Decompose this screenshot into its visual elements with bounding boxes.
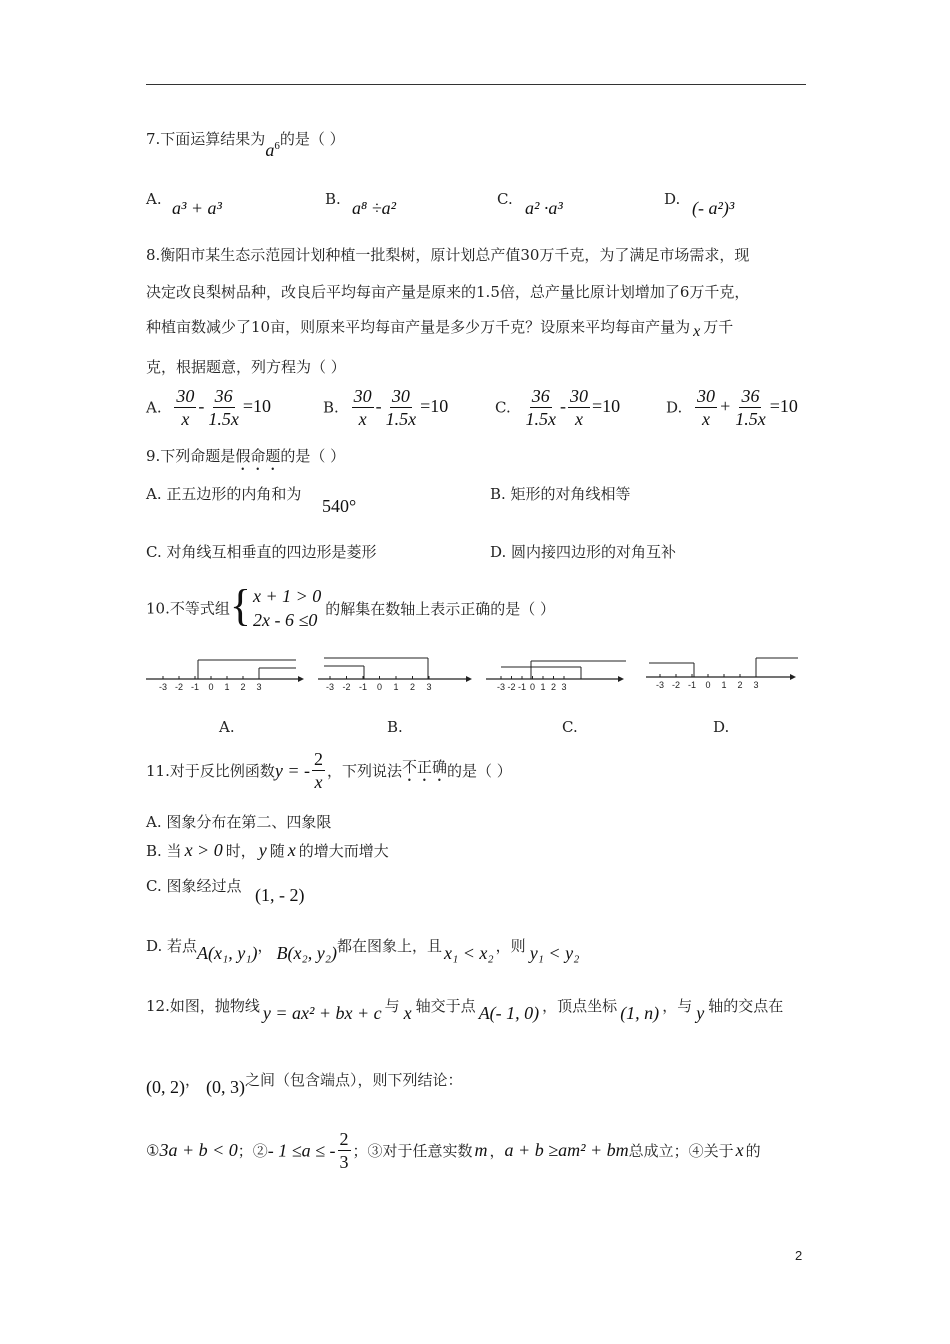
q8-b-frac-1 [352, 385, 374, 430]
q8-b-num-2: 30 [391, 386, 410, 406]
q10-option-d-label[interactable]: D. [713, 718, 730, 736]
q8-a-rhs: =10 [242, 395, 272, 416]
q8-d-num-1: 30 [697, 386, 716, 406]
q11-option-d-m2: B(x₂, y₂) [276, 943, 338, 963]
numberline-tick-label: -3 [496, 682, 506, 692]
q11-function [274, 749, 327, 792]
numberline-tick-label: 1 [721, 680, 727, 690]
q8-c-num-1: 36 [531, 386, 550, 406]
q7-option-a[interactable] [146, 190, 162, 208]
numberline-tick-label: 2 [409, 682, 416, 692]
numberline-c-svg [486, 655, 646, 697]
q8-c-frac-2 [568, 385, 590, 430]
q11-func-lhs: y = - [274, 760, 310, 780]
q11-func-num: 2 [314, 749, 323, 769]
q10-numberline-c[interactable] [486, 655, 646, 701]
q8-d-rhs: =10 [769, 395, 798, 416]
numberline-tick-label: -2 [507, 682, 516, 692]
q12-c4-tail: 的 [745, 1142, 761, 1161]
q8-d-frac-2 [733, 385, 768, 430]
q11-option-c-math: (1, - 2) [255, 885, 305, 905]
q12-c2 [267, 1129, 353, 1172]
q12-sep: ， [185, 1071, 201, 1089]
q12-vertex: (1, n) [620, 1003, 660, 1023]
q8-option-a-label: A. [146, 398, 162, 417]
q8-a-frac-1 [174, 385, 196, 430]
q7-expr-exp: 6 [274, 140, 280, 152]
q11-stem-a: 11.对于反比例函数 [146, 762, 275, 781]
q8-line-3 [146, 316, 734, 340]
q7-option-b-expr: a⁸ ÷a² [352, 198, 397, 218]
q12-point-1: (0, 2) [146, 1077, 185, 1097]
q9-stem [146, 445, 345, 474]
numberline-tick-label: 0 [529, 682, 536, 692]
q11-option-d[interactable] [146, 935, 580, 963]
q12-stem-a: 12.如图，抛物线 [146, 997, 260, 1015]
q10-option-a-label[interactable]: A. [219, 718, 235, 736]
numberline-tick-label: -2 [671, 680, 681, 690]
q12-line-3 [146, 1128, 761, 1173]
q10-option-c-label[interactable]: C. [562, 718, 578, 736]
numberline-tick-label: 0 [208, 682, 214, 692]
q12-c3-sep: ， [489, 1142, 505, 1161]
header-rule [146, 84, 806, 85]
q10-numberline-a[interactable] [146, 652, 306, 698]
numberline-tick-label: 2 [737, 680, 743, 690]
q11-option-b-m2: y [258, 840, 267, 860]
q11-option-d-a: D. 若点 [146, 937, 198, 955]
q11-stem-emph: 不正确 [402, 758, 448, 777]
numberline-tick-label: 1 [224, 682, 230, 692]
q12-var-x: x [403, 1003, 412, 1023]
numberline-tick-label: -2 [342, 682, 351, 692]
q9-option-a-text: A. 正五边形的内角和为 [146, 485, 302, 503]
q8-d-op: + [719, 395, 732, 416]
q9-stem-b: 的是（ ） [280, 447, 346, 465]
q11-option-b-d: 的增大而增大 [298, 842, 389, 860]
q12-stem-b: 与 [384, 997, 400, 1015]
q8-option-b-label: B. [323, 398, 339, 417]
q9-option-a-math: 540° [322, 496, 357, 516]
q10-system [229, 581, 322, 632]
q10-numberline-b[interactable] [318, 652, 478, 698]
q9-option-a[interactable] [146, 483, 301, 504]
q10-option-b-label[interactable]: B. [387, 718, 403, 736]
q11-option-d-sep: ， [257, 937, 273, 955]
q12-c1-label: ① [146, 1141, 160, 1160]
q8-b-den-1: x [358, 409, 367, 429]
q7-option-c-expr: a² ·a³ [525, 198, 563, 218]
q9-stem-emph: 假命题 [235, 447, 281, 465]
q8-option-d-label: D. [666, 398, 683, 417]
q8-c-num-2: 30 [570, 386, 588, 406]
numberline-tick-label: -1 [687, 680, 697, 690]
q12-point-a: A(- 1, 0) [478, 1003, 540, 1023]
q10-stem-a: 10.不等式组 [146, 599, 230, 618]
q7-option-a-expr: a³ + a³ [172, 198, 222, 218]
q12-c3-label: ；③对于任意实数 [352, 1142, 473, 1161]
q7-option-c-label: C. [497, 190, 513, 208]
q8-option-d[interactable] [666, 385, 798, 430]
q10-numberline-d[interactable] [646, 650, 806, 696]
q12-c3: a + b ≥am² + bm [504, 1140, 629, 1161]
numberline-tick-label: -3 [655, 680, 665, 690]
q9-option-c[interactable]: C. 对角线互相垂直的四边形是菱形 [146, 543, 377, 561]
numberline-tick-label: 1 [393, 682, 399, 692]
q11-option-b[interactable] [146, 840, 389, 861]
q11-stem-c: 的是（ ） [447, 762, 512, 781]
q12-stem-c: 轴交于点 [415, 997, 476, 1015]
q10-row-1: x + 1 > 0 [252, 586, 322, 606]
q12-equation: y = ax² + bx + c [262, 1003, 382, 1023]
q8-d-frac-1 [695, 385, 717, 430]
q12-line-1 [146, 995, 784, 1023]
q8-option-b[interactable] [323, 385, 448, 430]
numberline-tick-label: 1 [540, 682, 546, 692]
q12-c4-var: x [735, 1140, 744, 1161]
numberline-tick-label: -2 [174, 682, 184, 692]
numberline-tick-label: 3 [426, 682, 432, 692]
q8-line-3-text: 种植亩数减少了10亩，则原来平均每亩产量是多少万千克？设原来平均每亩产量为 [146, 318, 691, 336]
q11-option-d-m3: x₁ < x₂ [444, 943, 494, 963]
numberline-tick-label: -1 [358, 682, 368, 692]
numberline-tick-label: 3 [256, 682, 262, 692]
numberline-tick-label: 0 [376, 682, 383, 692]
q12-stem-e: ，与 [662, 997, 693, 1015]
numberline-tick-label: 2 [240, 682, 246, 692]
q7-option-a-label: A. [146, 190, 162, 208]
q7-stem-text: 7.下面运算结果为 [146, 130, 266, 148]
q7-option-d-expr: (- a²)³ [692, 198, 735, 218]
q8-c-den-2: x [575, 409, 583, 429]
q8-a-num-1: 30 [176, 386, 195, 406]
q7-option-c[interactable] [497, 190, 513, 208]
numberline-tick-label: 2 [550, 682, 557, 692]
q8-b-frac-2 [384, 385, 419, 430]
q11-stem-b: ，下列说法 [327, 762, 403, 781]
q8-option-c[interactable] [495, 385, 620, 430]
q7-option-b-label: B. [325, 190, 341, 208]
q12-stem-g: 之间（包含端点），则下列结论： [245, 1071, 463, 1089]
q8-line-3-tail: 万千 [703, 318, 734, 336]
numberline-tick-label: -1 [517, 682, 527, 692]
q8-option-c-label: C. [495, 398, 511, 417]
numberline-tick-label: -3 [325, 682, 335, 692]
q10-row-2: 2x - 6 ≤0 [252, 610, 318, 630]
q12-c2-lhs: - 1 ≤a ≤ - [267, 1140, 336, 1160]
numberline-a-svg [146, 652, 306, 694]
q10-stem [146, 581, 556, 632]
numberline-tick-label: -3 [158, 682, 168, 692]
q11-option-b-m3: x [287, 840, 296, 860]
q8-a-op: - [198, 395, 205, 416]
q8-d-num-2: 36 [741, 386, 760, 406]
q12-point-2: (0, 3) [206, 1077, 246, 1097]
q12-stem-f: 轴的交点在 [708, 997, 784, 1015]
q8-a-den-1: x [181, 409, 190, 429]
q8-c-den-1: 1.5x [525, 409, 556, 429]
q11-option-d-c: ，则 [495, 937, 526, 955]
q12-c3-var: m [474, 1140, 488, 1161]
q11-option-b-b: 时， [225, 842, 256, 860]
numberline-tick-label: -1 [190, 682, 200, 692]
q12-c2-label: ；② [237, 1142, 268, 1161]
q8-a-frac-2 [206, 385, 241, 430]
q12-c1: 3a + b < 0 [159, 1140, 238, 1161]
page-number: 2 [795, 1248, 803, 1263]
q12-line-2 [146, 1069, 463, 1097]
q8-b-den-2: 1.5x [385, 409, 417, 429]
q8-line-1: 8.衡阳市某生态示范园计划种植一批梨树，原计划总产值30万千克，为了满足市场需求，现 [146, 246, 750, 264]
q8-option-a[interactable] [146, 385, 271, 430]
q8-c-frac-1 [524, 385, 559, 430]
numberline-b-svg [318, 652, 478, 694]
q8-line-2: 决定改良梨树品种，改良后平均每亩产量是原来的1.5倍，总产量比原计划增加了6万千克， [146, 283, 750, 301]
q11-option-b-c: 随 [269, 842, 285, 860]
q12-stem-d: ，顶点坐标 [542, 997, 618, 1015]
q7-option-d[interactable] [664, 190, 680, 208]
q8-d-den-1: x [702, 409, 711, 429]
numberline-tick-label: 3 [561, 682, 567, 692]
q11-option-b-m1: x > 0 [184, 840, 223, 860]
q9-stem-a: 9.下列命题是 [146, 447, 236, 465]
q12-c2-num: 2 [339, 1129, 349, 1149]
q9-option-d[interactable]: D. 圆内接四边形的对角互补 [490, 543, 677, 561]
q7-stem [146, 128, 345, 160]
q8-c-op: - [560, 395, 566, 416]
q8-line-4: 克，根据题意，列方程为（ ） [146, 358, 346, 376]
q7-tail: 的是（ ） [279, 130, 345, 148]
numberline-d-svg [646, 650, 806, 692]
q11-option-d-m4: y₁ < y₂ [529, 943, 580, 963]
q11-option-c[interactable]: C. 图象经过点 [146, 877, 242, 895]
q11-option-a[interactable]: A. 图象分布在第二、四象限 [146, 813, 332, 831]
q11-option-d-m1: A(x₁, y₁) [197, 943, 258, 963]
q8-var-x: x [693, 323, 701, 340]
q8-a-num-2: 36 [214, 386, 233, 406]
numberline-tick-label: 3 [753, 680, 759, 690]
q11-option-b-a: B. 当 [146, 842, 182, 860]
q9-option-b[interactable]: B. 矩形的对角线相等 [490, 485, 631, 503]
q8-c-rhs: =10 [592, 395, 621, 416]
q8-b-num-1: 30 [353, 386, 372, 406]
q8-a-den-2: 1.5x [208, 409, 239, 429]
q7-expr [265, 140, 280, 160]
q11-option-d-b: 都在图象上，且 [337, 937, 443, 955]
q11-func-den: x [314, 772, 323, 792]
q12-c3-tail: 总成立；④关于 [628, 1142, 734, 1161]
q8-b-op: - [375, 395, 382, 416]
numberline-tick-label: 0 [705, 680, 711, 690]
q10-brace: { [229, 581, 251, 630]
q7-expr-base: a [265, 140, 275, 160]
q8-d-den-2: 1.5x [735, 409, 766, 429]
q11-stem [146, 748, 512, 793]
q8-b-rhs: =10 [420, 395, 449, 416]
q7-option-b[interactable] [325, 190, 341, 208]
q10-stem-b: 的解集在数轴上表示正确的是（ ） [325, 599, 556, 618]
q7-option-d-label: D. [664, 190, 681, 208]
q12-var-y: y [696, 1003, 705, 1023]
q12-c2-den: 3 [339, 1152, 349, 1172]
